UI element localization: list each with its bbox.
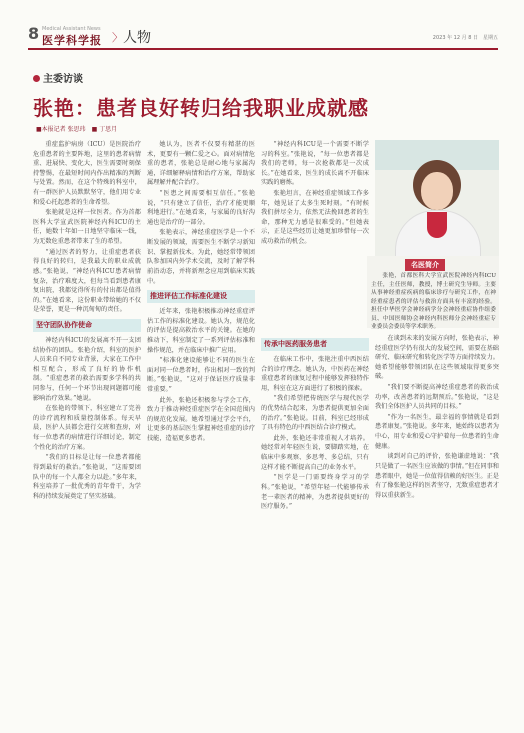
page-number: 8 <box>28 24 40 43</box>
portrait-photo <box>375 140 499 256</box>
article-column-1 <box>33 140 141 730</box>
page-header <box>28 24 498 48</box>
paragraph: “我们的目标是让每一位患者都能得到最好的救治。”张艳说，“这需要团队中的每一个人都全力以赴。”多年来，科室培养了一批优秀的青年骨干，为学科的持续发展奠定了坚实基础。 <box>33 454 141 500</box>
paragraph: “标准化建设能够让不同的医生在面对同一位患者时，作出相对一致的判断。”张艳说，“这对于保证医疗质量非常重要。” <box>147 357 255 394</box>
article-byline: ■本报记者 张思玮 ■ 丁思月 <box>36 126 118 133</box>
paragraph: “医患之间需要相互信任。”张艳说，“只有建立了信任，治疗才能更顺利地进行。”在她看来，与家属的良好沟通也是治疗的一部分。 <box>147 190 255 226</box>
paragraph: 神经内科ICU的发展离不开一支团结协作的团队。张艳介绍，科室的医护人员来自不同专业背景，大家在工作中相互配合，形成了良好的协作机制。“重症患者的救治需要多学科的共同参与，任何一个环节出现问题都可能影响治疗效果。”她说。 <box>33 336 141 402</box>
paragraph: 她认为，医者不仅要有精湛的医术，更要有一颗仁爱之心。面对病情危重的患者，张艳总是耐心地与家属沟通，详细解释病情和治疗方案，帮助家属理解并配合治疗。 <box>147 141 255 187</box>
paragraph: 重症监护病房（ICU）是医院治疗危重患者的主要阵地，这里的患者病情重、进展快、变化大，医生需要时刻保持警惕，在最短时间内作出精准的判断与处置。然而，在这个特殊的科室中，有一群医护人员默默坚守，他们用专业和爱心托起患者的生命希望。 <box>33 141 141 206</box>
paragraph: 在临床工作中，张艳注重中西医结合的诊疗理念。她认为，中医药在神经重症患者的康复过程中能够发挥独特作用，科室在这方面进行了积极的探索。 <box>261 356 369 392</box>
portrait-face <box>421 172 453 210</box>
paragraph: 近年来，张艳积极推动神经重症评估工作的标准化建设。她认为，规范化的评估是提高救治水平的关键。在她的推动下，科室制定了一系列评估标准和操作规范，并在临床中推广应用。 <box>147 308 255 354</box>
paragraph: “作为一名医生，最幸福的事情就是看到患者康复。”张艳说。多年来，她始终以患者为中心，用专业和爱心守护着每一位患者的生命健康。 <box>375 413 499 450</box>
paragraph: 在张艳的带领下，科室建立了完善的诊疗流程和质量控制体系。每天早晨，医护人员都会进行交班和查房，对每一位患者的病情进行详细讨论，制定个性化的治疗方案。 <box>33 405 141 451</box>
column-tag <box>33 70 83 85</box>
masthead-english: Medical Assistant News <box>42 26 101 32</box>
masthead-chinese: 医学科学报 <box>42 34 102 47</box>
section-subheading: 传承中医药服务患者 <box>261 338 369 351</box>
paragraph: “神经内科ICU是一个需要不断学习的科室。”张艳说，“每一位患者都是我们的老师，每一次抢救都是一次成长。”在她看来，医生的成长离不开临床实践的磨炼。 <box>261 141 369 187</box>
masthead <box>42 26 112 46</box>
article-column-2 <box>147 140 255 730</box>
paragraph: 张艳就是这样一位医者。作为首都医科大学宣武医院神经内科ICU的主任，她数十年如一日地坚守临床一线，为无数危重患者带来了生的希望。 <box>33 209 141 246</box>
bio-text <box>371 272 496 332</box>
bio-paragraph: 张艳，首都医科大学宣武医院神经内科ICU主任，主任医师，教授，博士研究生导师。主要从事神经重症疾病的临床诊疗与研究工作，在神经重症患者的评估与救治方面具有丰富的经验。担任中华医学会神经病学分会神经重症协作组委员、中国医师协会神经内科医师分会神经重症专业委员会委员等学术职务。 <box>371 273 496 331</box>
paragraph: “我们希望把传统医学与现代医学的优势结合起来，为患者提供更加全面的治疗。”张艳说。目前，科室已经形成了具有特色的中西医结合诊疗模式。 <box>261 395 369 432</box>
dot-icon <box>33 75 40 82</box>
issue-date: 2023 年 12 月 8 日 星期五 <box>432 35 498 41</box>
column-tag-label: 主委访谈 <box>43 74 83 85</box>
paragraph: 此外，张艳还非常重视人才培养。她经常对年轻医生说，要脚踏实地，在临床中多观察、多思考、多总结，只有这样才能不断提高自己的业务水平。 <box>261 434 369 471</box>
paragraph: “医学是一门需要终身学习的学科。”张艳说，“希望年轻一代能够传承老一辈医者的精神，为患者提供更好的医疗服务。” <box>261 474 369 511</box>
section-arrow-icon: 〉 <box>112 31 123 44</box>
paragraph: 此外，张艳还积极参与学会工作，致力于推动神经重症医学在全国范围内的规范化发展。她希望通过学会平台，让更多的基层医生掌握神经重症的诊疗技能，造福更多患者。 <box>147 396 255 443</box>
paragraph: “我们要不断提高神经重症患者的救治成功率，改善患者的远期预后。”张艳说，“这是我们全体医护人员共同的目标。” <box>375 384 499 411</box>
bio-label: 名医简介 <box>405 259 445 271</box>
paragraph: 在谈到未来的发展方向时，张艳表示，神经重症医学仍有很大的发展空间，需要在基础研究、临床研究和转化医学等方面持续发力。她希望能够带领团队在这些领域取得更多突破。 <box>375 335 499 381</box>
section-subheading: 坚守团队协作使命 <box>33 319 141 332</box>
paragraph: 张艳坦言，在神经重症领域工作多年，她见证了太多生死时刻。“有时候我们拼尽全力，依然无法挽回患者的生命，那种无力感是很难受的。”但她表示，正是这些经历让她更加珍惜每一次成功救治的机会。 <box>261 190 369 246</box>
article-column-3-upper <box>261 140 369 320</box>
section-name: 人物 <box>123 30 151 46</box>
article-title: 张艳：患者良好转归给我职业成就感 <box>33 96 369 120</box>
paragraph: 谈到对自己的评价，张艳谦虚地说：“我只是做了一名医生应该做的事情。”但在同事和患者眼中，她是一位值得信赖的好医生。正是有了像张艳这样的医者坚守，无数重症患者才得以重获新生。 <box>375 453 499 499</box>
header-divider <box>28 48 498 50</box>
paragraph: 张艳表示，神经重症医学是一个不断发展的领域，需要医生不断学习新知识、掌握新技术。为此，她经常带领团队参加国内外学术交流，及时了解学科前沿动态，并将新理念应用到临床实践中。 <box>147 229 255 285</box>
portrait-red-scarf <box>427 212 447 238</box>
paragraph: “通过医者的努力，让重症患者获得良好的转归，是我最大的职业成就感。”张艳说，“神经内科ICU患者病情复杂，治疗难度大，但每当看到患者康复出院，我都觉得所有的付出都是值得的。”在她看来，这份职业带给她的不仅是荣誉，更是一种沉甸甸的责任。 <box>33 248 141 314</box>
article-column-4 <box>375 334 499 730</box>
article-column-3-lower <box>261 334 369 730</box>
section-subheading: 推进评估工作标准化建设 <box>147 290 255 303</box>
